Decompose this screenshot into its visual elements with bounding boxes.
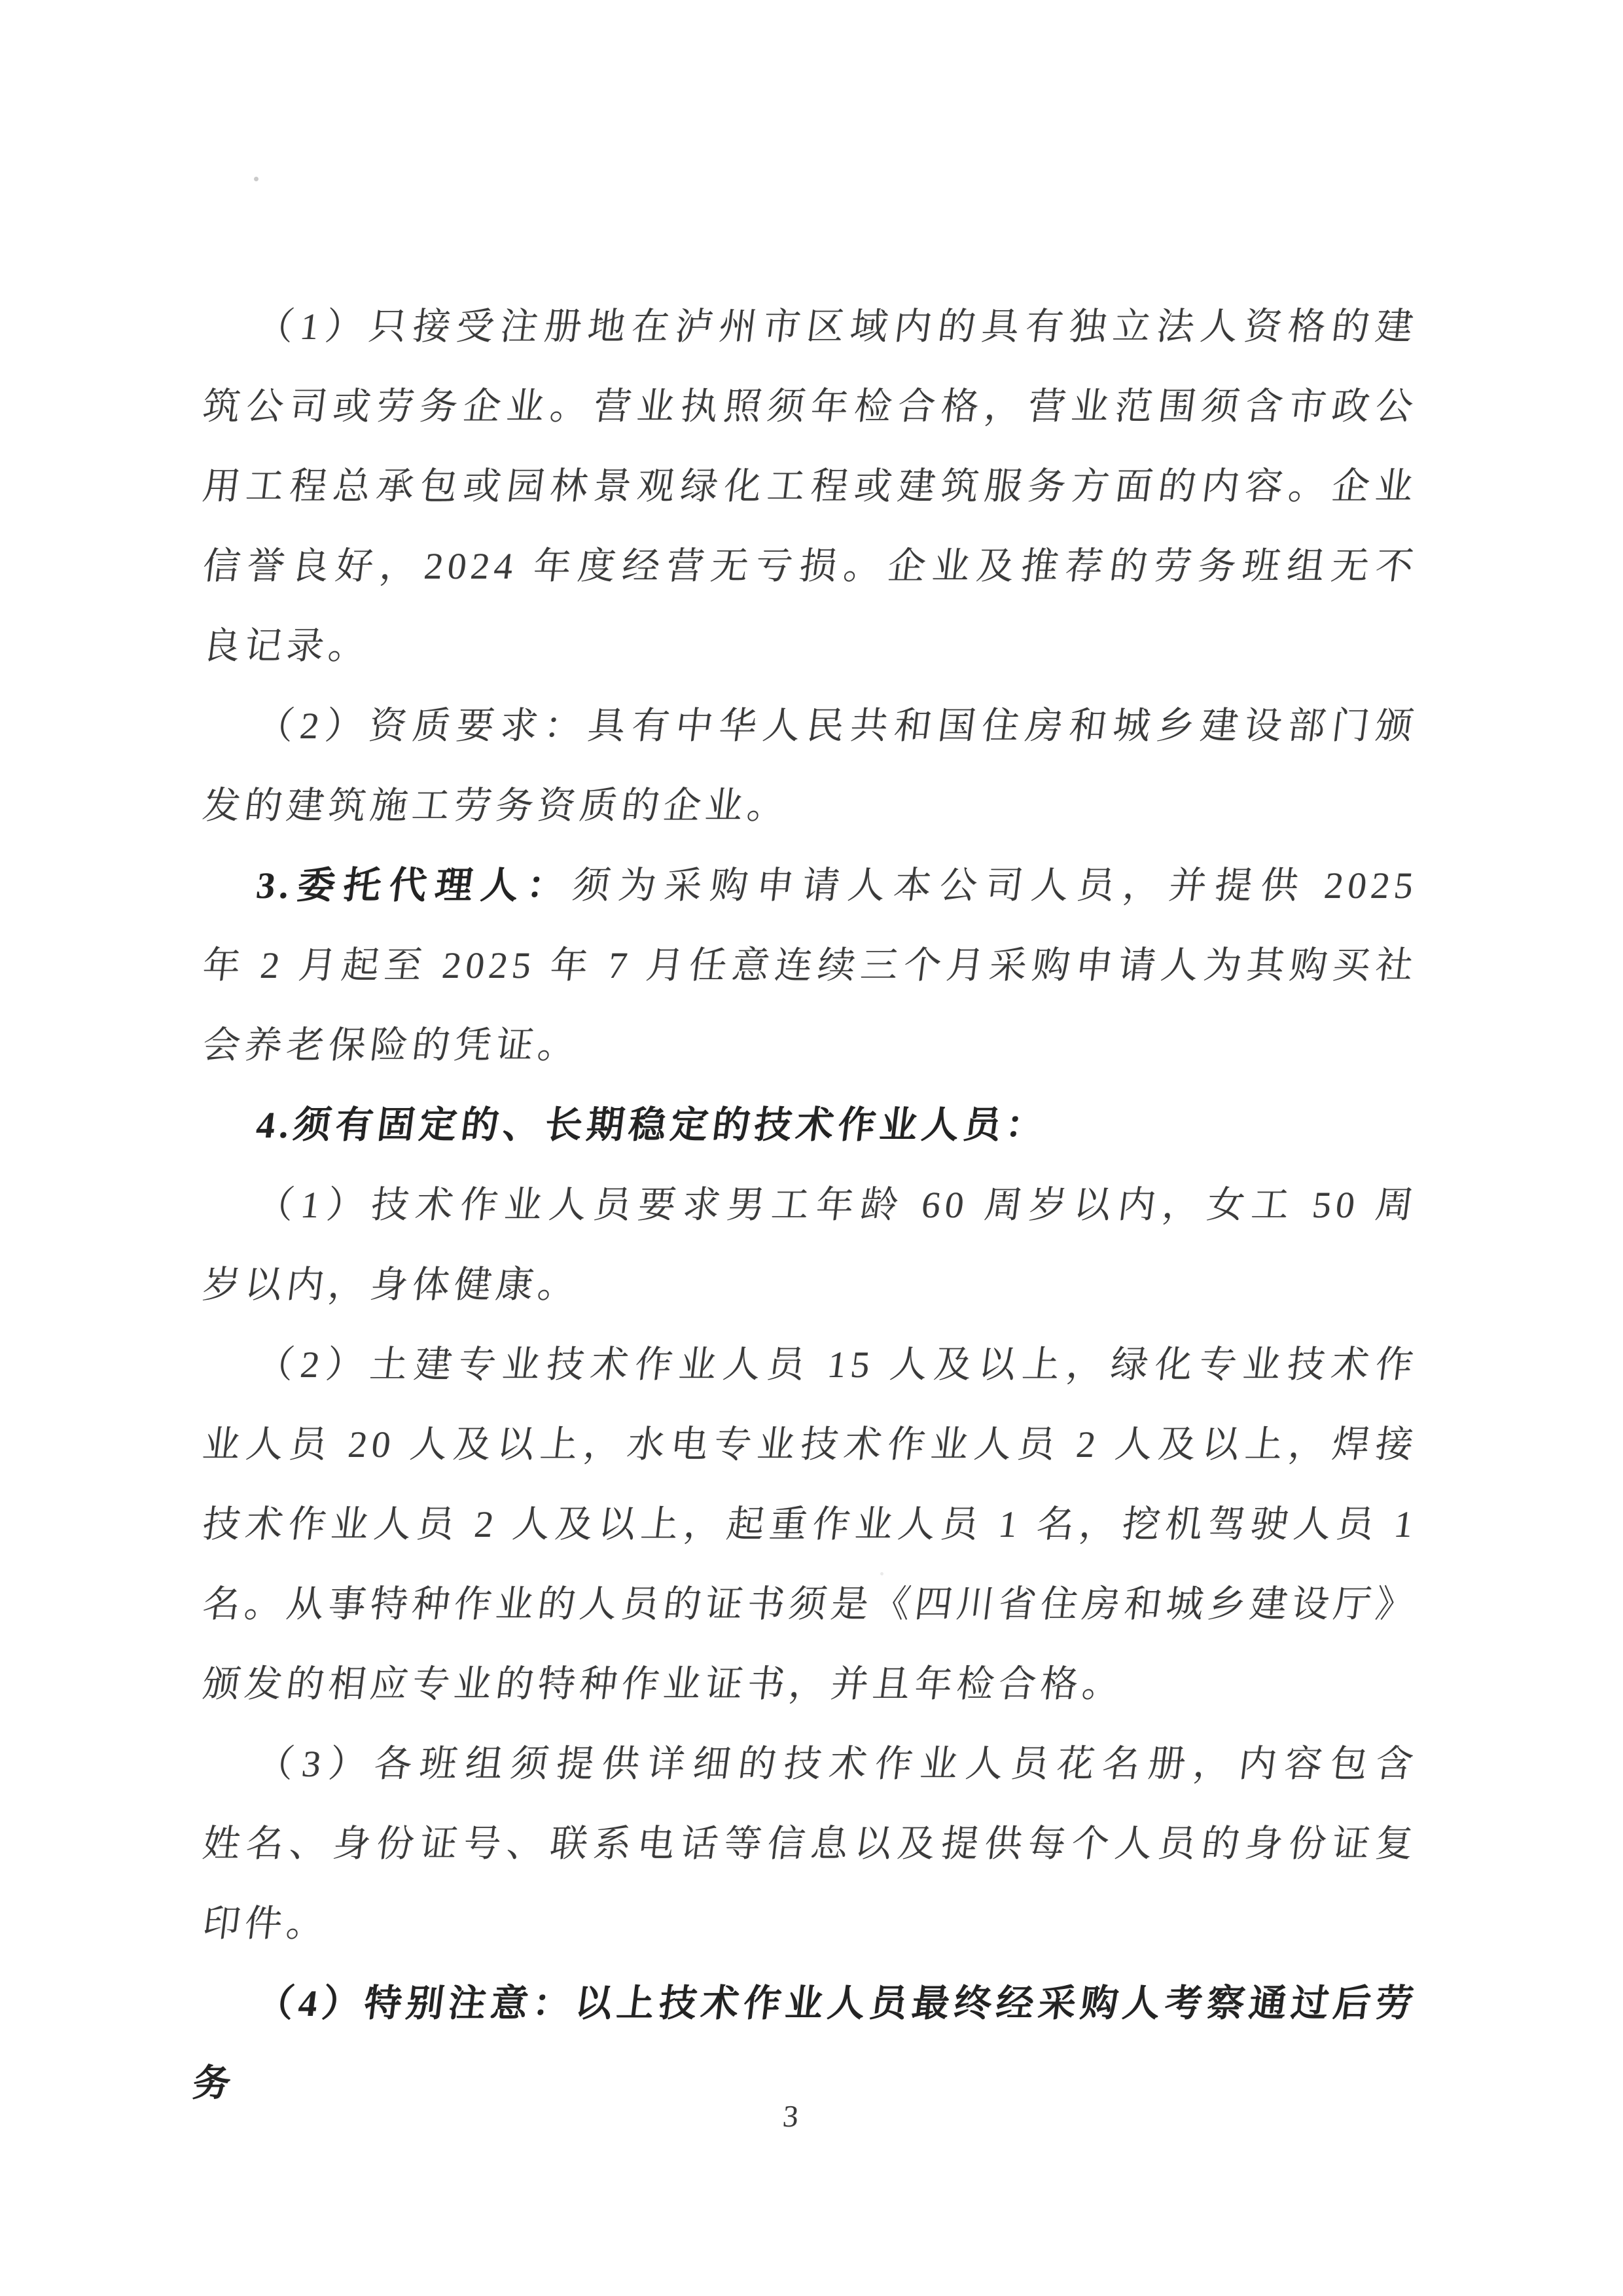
text-run: 筑公司或劳务企业。营业执照须年检合格，营业范围须含市政公	[200, 386, 1420, 427]
bold-text-run: （4）特别注意：	[254, 1983, 578, 2024]
text-line	[198, 1405, 1423, 1485]
text-run: （1）只接受注册地在泸州市区域内的具有独立法人资格的建	[254, 306, 1420, 348]
text-run: 业人员 20 人及以上，水电专业技术作业人员 2 人及以上，焊接	[200, 1424, 1420, 1465]
text-line	[198, 287, 1423, 367]
text-line	[198, 367, 1423, 447]
text-line	[198, 527, 1423, 607]
text-line	[198, 1725, 1423, 1804]
text-line	[198, 1485, 1423, 1565]
text-line	[198, 1804, 1423, 1884]
text-line	[198, 1006, 1423, 1086]
clause-1-item-1	[200, 287, 1420, 687]
text-line	[198, 846, 1423, 926]
page-number: 3	[781, 2100, 800, 2134]
document-body	[190, 287, 1420, 2104]
text-line	[198, 1325, 1423, 1405]
clause-3-agent	[200, 846, 1420, 1086]
text-line	[198, 926, 1423, 1006]
text-run: 须为采购申请人本公司人员，并提供 2025	[570, 865, 1420, 906]
text-line	[198, 1166, 1423, 1246]
text-run: 名。从事特种作业的人员的证书须是《四川省住房和城乡建设厅》	[200, 1584, 1420, 1625]
text-run: 年 2 月起至 2025 年 7 月任意连续三个月采购申请人为其购买社	[200, 945, 1420, 986]
text-run: （3）各班组须提供详细的技术作业人员花名册，内容包含	[254, 1744, 1420, 1785]
scan-speck	[254, 177, 259, 181]
text-line	[190, 1964, 1423, 2104]
bold-text-run: 以上技术作业人员最终经采购人考察通过后劳务	[190, 1983, 1420, 2104]
text-run: （2）土建专业技术作业人员 15 人及以上，绿化专业技术作	[254, 1344, 1420, 1386]
text-run: 良记录。	[200, 626, 373, 667]
text-line	[198, 607, 1423, 687]
text-line	[198, 447, 1423, 527]
clause-1-item-2	[200, 687, 1420, 846]
clause-4-item-4	[190, 1964, 1420, 2104]
text-run: 姓名、身份证号、联系电话等信息以及提供每个人员的身份证复	[200, 1823, 1420, 1865]
clause-4-item-3	[200, 1725, 1420, 1964]
scan-speck	[880, 1572, 883, 1575]
text-run: 用工程总承包或园林景观绿化工程或建筑服务方面的内容。企业	[200, 466, 1420, 507]
text-line	[198, 1565, 1423, 1645]
bold-text-run: 3.委托代理人：	[254, 865, 576, 906]
text-run: 颁发的相应专业的特种作业证书，并且年检合格。	[200, 1664, 1127, 1705]
text-line	[198, 687, 1423, 766]
text-run: 发的建筑施工劳务资质的企业。	[200, 785, 792, 827]
text-run: 技术作业人员 2 人及以上，起重作业人员 1 名，挖机驾驶人员 1	[200, 1504, 1420, 1545]
text-run: 会养老保险的凭证。	[200, 1025, 582, 1066]
text-line	[198, 1645, 1423, 1725]
text-line	[198, 1884, 1423, 1964]
text-run: （2）资质要求：具有中华人民共和国住房和城乡建设部门颁	[254, 706, 1420, 747]
clause-4-heading	[203, 1086, 1418, 1166]
text-line	[198, 1086, 1423, 1166]
text-line	[198, 1246, 1423, 1325]
clause-4-item-1	[200, 1166, 1420, 1325]
text-run: 信誉良好，2024 年度经营无亏损。企业及推荐的劳务班组无不	[200, 546, 1420, 587]
bold-text-run: 4.须有固定的、长期稳定的技术作业人员：	[254, 1105, 1050, 1146]
text-line	[198, 766, 1423, 846]
clause-4-item-2	[200, 1325, 1420, 1725]
text-run: （1）技术作业人员要求男工年龄 60 周岁以内，女工 50 周	[254, 1185, 1420, 1226]
text-run: 印件。	[200, 1903, 331, 1945]
text-run: 岁以内，身体健康。	[200, 1265, 582, 1306]
